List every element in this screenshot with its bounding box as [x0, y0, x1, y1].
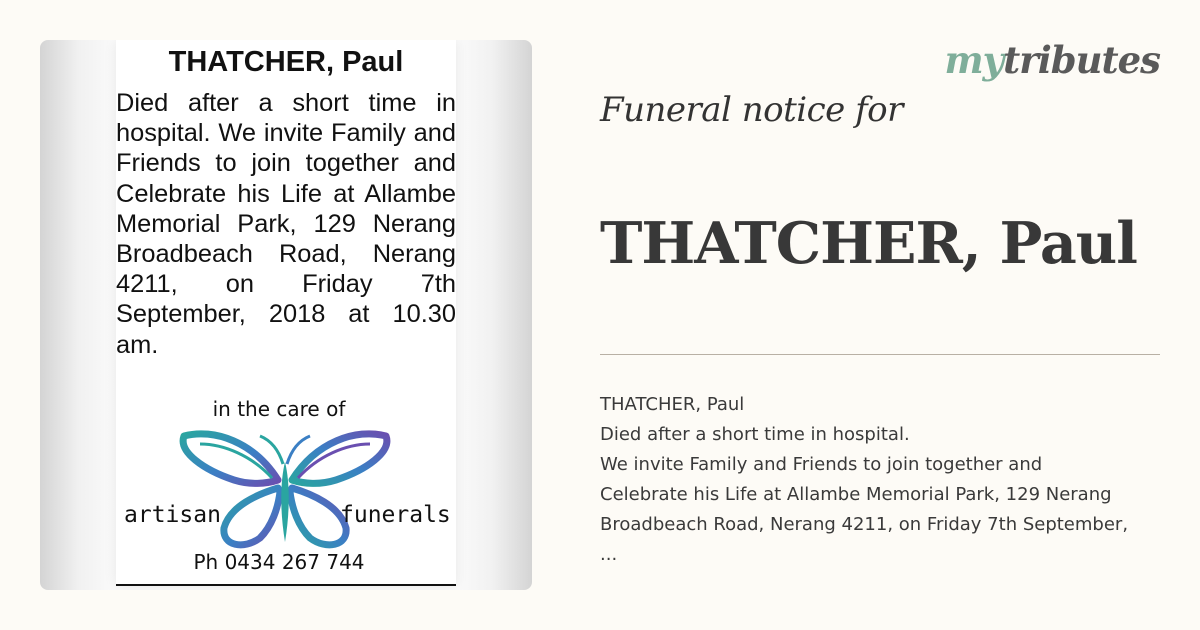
- notice-paper: [116, 40, 456, 586]
- care-of-label: in the care of: [212, 397, 346, 421]
- notice-image: [40, 40, 532, 590]
- summary-line: Died after a short time in hospital.: [600, 424, 910, 445]
- brand-my-text: my: [944, 38, 1004, 82]
- butterfly-logo-icon: [174, 422, 396, 556]
- logo-artisan-text: artisan: [124, 502, 221, 528]
- summary-line: We invite Family and Friends to join together and: [600, 454, 1043, 475]
- notice-heading: THATCHER, Paul: [168, 46, 404, 78]
- summary-ellipsis: ...: [600, 544, 618, 565]
- eyebrow-label: Funeral notice for: [600, 90, 903, 130]
- deceased-name: THATCHER, Paul: [600, 210, 1137, 277]
- summary-line: Celebrate his Life at Allambe Memorial Park, 129 Nerang: [600, 484, 1112, 505]
- summary-line: THATCHER, Paul: [600, 394, 745, 415]
- divider: [600, 354, 1160, 355]
- funeral-phone: Ph 0434 267 744: [193, 550, 365, 574]
- mytributes-logo[interactable]: [944, 38, 1160, 82]
- summary-line: Broadbeach Road, Nerang 4211, on Friday 7th September,: [600, 514, 1129, 535]
- notice-body: Died after a short time in hospital. We invite Family and Friends to join together and Celebrate his Life at Allambe Memorial Park, 129 Nerang Broadbeach Road, Nerang 4211, on Friday 7th September, 2018 at 10.30 am.: [116, 89, 456, 359]
- notice-summary: [600, 390, 1180, 570]
- logo-funerals-text: funerals: [340, 502, 451, 528]
- brand-tributes-text: tributes: [1003, 38, 1160, 82]
